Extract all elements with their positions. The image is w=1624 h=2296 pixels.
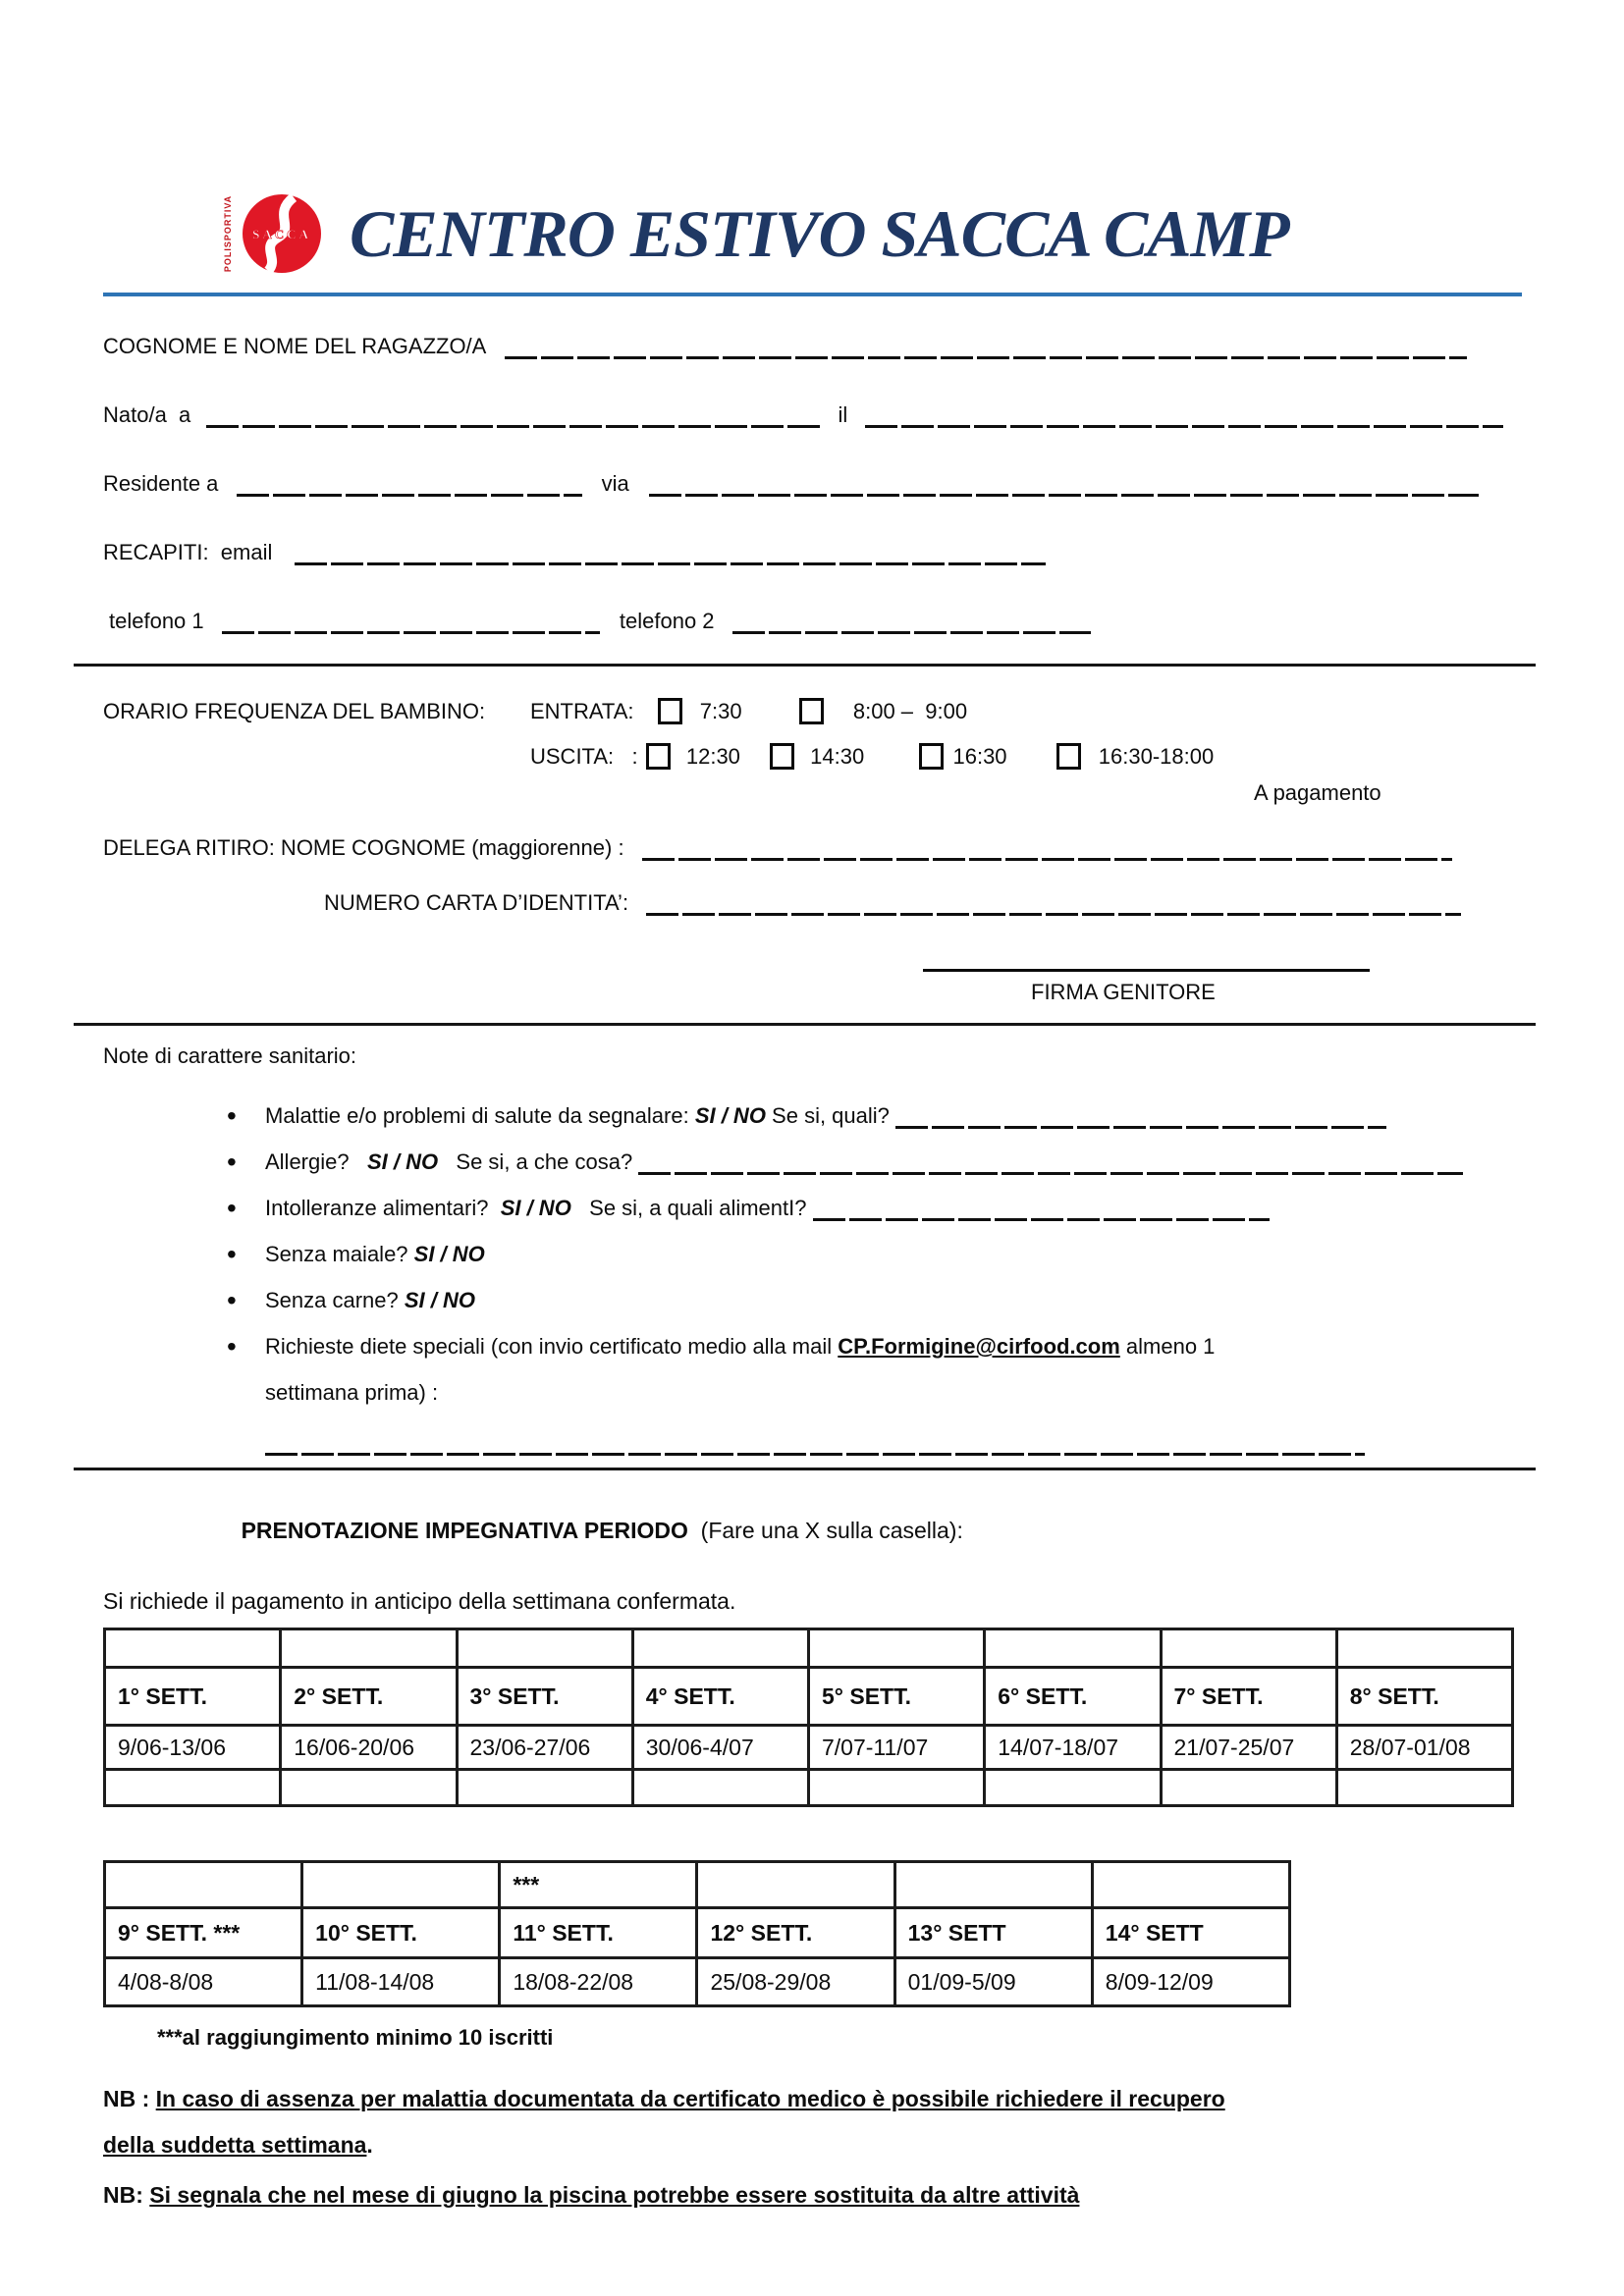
orario-label: ORARIO FREQUENZA DEL BAMBINO: [103,699,486,723]
week-dates-cell: 8/09-12/09 [1092,1958,1289,2006]
entrata-800-900-checkbox[interactable] [799,698,824,724]
uscita-group [530,741,1522,773]
uscita-1630-1800-option-label: 16:30-18:00 [1098,744,1215,769]
week-header-cell: 5° SETT. [809,1668,985,1726]
header [103,187,1522,281]
week-header-cell: 1° SETT. [105,1668,281,1726]
week-header-cell: 12° SETT. [697,1908,894,1958]
intolleranze-question: Se si, a quali alimentI? [570,1196,813,1220]
note-sanitarie-list [221,1093,1522,1462]
malattie-question: Se si, quali? [765,1103,896,1128]
via-blank-field[interactable] [649,473,1479,497]
firma-signature-line[interactable] [923,969,1370,972]
selection-cell[interactable] [985,1770,1161,1806]
senza-carne-text: Senza carne? [265,1288,405,1312]
section-divider-1 [74,664,1536,667]
residente-field-row [103,469,1522,499]
diete-blank-field[interactable] [265,1415,1365,1462]
carta-identita-label: NUMERO CARTA D’IDENTITA’: [324,890,629,915]
minimo-iscritti-footnote: ***al raggiungimento minimo 10 iscritti [157,2025,554,2050]
note-sanitarie-title: Note di carattere sanitario: [103,1043,357,1068]
selection-cell[interactable] [281,1770,457,1806]
selection-cell[interactable] [105,1862,302,1908]
prenotazione-heading-bold: PRENOTAZIONE IMPEGNATIVA PERIODO [241,1518,688,1543]
week-header-cell: 6° SETT. [985,1668,1161,1726]
carta-identita-field-row [324,888,1522,918]
selection-cell[interactable] [1336,1770,1512,1806]
section-divider-3 [74,1468,1536,1470]
entrata-730-checkbox[interactable] [658,698,682,724]
week-header-cell: 7° SETT. [1161,1668,1336,1726]
entrata-730-option-label: 7:30 [699,699,742,723]
uscita-1430-option-label: 14:30 [810,744,865,769]
allergie-blank-field[interactable] [638,1151,1463,1175]
selection-cell[interactable] [809,1629,985,1668]
nb1-prefix: NB : [103,2086,156,2111]
selection-cell[interactable] [1161,1770,1336,1806]
nb2-prefix: NB: [103,2182,150,2208]
orario-section-row [103,696,1522,727]
uscita-1230-checkbox[interactable] [646,743,671,770]
week-header-cell: 11° SETT. [500,1908,697,1958]
uscita-1230-option-label: 12:30 [685,744,740,769]
nb-note-recupero [103,2076,1522,2168]
list-item-malattie [221,1093,1522,1139]
week-dates-cell: 4/08-8/08 [105,1958,302,2006]
uscita-1630-1800-checkbox[interactable] [1056,743,1081,770]
data-nascita-blank-field[interactable] [865,404,1503,428]
malattie-si-no: SI / NO [694,1103,766,1128]
intolleranze-blank-field[interactable] [813,1198,1270,1221]
selection-cell[interactable] [281,1629,457,1668]
allergie-text: Allergie? [265,1149,367,1174]
week-dates-cell: 25/08-29/08 [697,1958,894,2006]
intolleranze-text: Intolleranze alimentari? [265,1196,501,1220]
a-pagamento-note: A pagamento [1254,780,1381,805]
firma-genitore-label: FIRMA GENITORE [1031,980,1216,1004]
delega-nome-blank-field[interactable] [642,837,1452,861]
section-divider-2 [74,1023,1536,1026]
cognome-label: COGNOME E NOME DEL RAGAZZO/A [103,334,486,358]
week-dates-cell: 11/08-14/08 [302,1958,500,2006]
prenotazione-heading [216,1486,1522,1575]
list-item-diete-speciali [221,1323,1522,1462]
nato-field-row [103,400,1522,430]
nb1-text-line2: della suddetta settimana [103,2132,367,2158]
week-dates-cell: 01/09-5/09 [894,1958,1092,2006]
week-dates-cell: 16/06-20/06 [281,1726,457,1770]
uscita-1630-option-label: 16:30 [952,744,1007,769]
senza-carne-si-no: SI / NO [404,1288,475,1312]
residente-blank-field[interactable] [237,473,582,497]
nb1-period: . [366,2132,373,2158]
selection-cell[interactable] [632,1770,808,1806]
malattie-text: Malattie e/o problemi di salute da segnalare: [265,1103,695,1128]
selection-cell[interactable] [809,1770,985,1806]
diete-text: Richieste diete speciali (con invio certificato medio alla mail [265,1334,839,1359]
via-label: via [601,471,629,496]
intolleranze-si-no: SI / NO [500,1196,571,1220]
week-header-cell: 8° SETT. [1336,1668,1512,1726]
list-item-allergie [221,1139,1522,1185]
week-header-cell: 14° SETT [1092,1908,1289,1958]
senza-maiale-si-no: SI / NO [413,1242,485,1266]
nb1-text-line1: In caso di assenza per malattia documentata da certificato medico è possibile richiedere il recupero [155,2086,1225,2111]
week-dates-cell: 21/07-25/07 [1161,1726,1336,1770]
entrata-group [530,696,967,727]
selection-cell[interactable] [985,1629,1161,1668]
uscita-1430-checkbox[interactable] [770,743,794,770]
list-item-intolleranze [221,1185,1522,1231]
week-header-cell: 13° SETT [894,1908,1092,1958]
week-dates-cell: 7/07-11/07 [809,1726,985,1770]
selection-cell-asterisks[interactable]: *** [500,1862,697,1908]
nato-label: Nato/a a [103,402,191,427]
telefono-field-row [103,607,1522,636]
table-row-headers [105,1908,1290,1958]
telefono2-blank-field[interactable] [732,611,1091,634]
week-header-cell: 10° SETT. [302,1908,500,1958]
selection-cell[interactable] [1161,1629,1336,1668]
table-row-dates [105,1726,1513,1770]
logo-circle-text: SACCA [252,227,311,241]
list-item-senza-carne [221,1277,1522,1323]
selection-cell[interactable] [894,1862,1092,1908]
table-row-selection-bottom [105,1770,1513,1806]
malattie-blank-field[interactable] [895,1105,1386,1129]
nb-note-piscina [103,2172,1522,2218]
prenotazione-subheading: Si richiede il pagamento in anticipo della settimana confermata. [103,1588,736,1614]
allergie-question: Se si, a che cosa? [438,1149,639,1174]
logo-side-text: POLISPORTIVA [223,194,233,273]
week-dates-cell: 18/08-22/08 [500,1958,697,2006]
telefono1-label: telefono 1 [109,609,204,633]
table-row-selection-top [105,1862,1290,1908]
cirfood-email-link[interactable]: CP.Formigine@cirfood.com [838,1334,1120,1359]
selection-cell[interactable] [302,1862,500,1908]
week-header-cell: 3° SETT. [457,1668,632,1726]
delega-field-row [103,833,1522,863]
selection-cell[interactable] [105,1770,281,1806]
cognome-field-row [103,332,1522,361]
settimane-table-agosto-settembre [103,1860,1291,2007]
senza-maiale-text: Senza maiale? [265,1242,414,1266]
selection-cell[interactable] [1336,1629,1512,1668]
delega-label: DELEGA RITIRO: NOME COGNOME (maggiorenne) : [103,835,624,860]
list-item-senza-maiale [221,1231,1522,1277]
polisportiva-sacca-logo [221,188,324,279]
recapiti-email-label: RECAPITI: email [103,540,273,564]
week-dates-cell: 30/06-4/07 [632,1726,808,1770]
selection-cell[interactable] [457,1629,632,1668]
telefono2-label: telefono 2 [619,609,715,633]
table-row-dates [105,1958,1290,2006]
entrata-800-900-option-label: 8:00 – 9:00 [852,699,968,723]
page-title: CENTRO ESTIVO SACCA CAMP [350,195,1289,271]
telefono1-blank-field[interactable] [222,611,600,634]
week-dates-cell: 9/06-13/06 [105,1726,281,1770]
residente-label: Residente a [103,471,219,496]
selection-cell[interactable] [457,1770,632,1806]
header-rule [103,293,1522,296]
nato-blank-field[interactable] [206,404,820,428]
week-header-cell: 9° SETT. *** [105,1908,302,1958]
selection-cell[interactable] [105,1629,281,1668]
uscita-1630-checkbox[interactable] [919,743,944,770]
week-dates-cell: 28/07-01/08 [1336,1726,1512,1770]
il-label: il [838,402,848,427]
week-header-cell: 4° SETT. [632,1668,808,1726]
table-row-selection-top [105,1629,1513,1668]
selection-cell[interactable] [697,1862,894,1908]
prenotazione-heading-suffix: (Fare una X sulla casella): [687,1518,963,1543]
cognome-blank-field[interactable] [505,336,1467,359]
week-dates-cell: 23/06-27/06 [457,1726,632,1770]
week-dates-cell: 14/07-18/07 [985,1726,1161,1770]
selection-cell[interactable] [632,1629,808,1668]
table-row-headers [105,1668,1513,1726]
allergie-si-no: SI / NO [366,1149,439,1174]
diete-text-line2: settimana prima) : [265,1380,439,1405]
diete-text-end: almeno 1 [1119,1334,1216,1359]
recapiti-field-row [103,538,1522,567]
uscita-label: USCITA: : [530,744,638,769]
selection-cell[interactable] [1092,1862,1289,1908]
nb2-text: Si segnala che nel mese di giugno la piscina potrebbe essere sostituita da altre attività [149,2182,1080,2208]
week-header-cell: 2° SETT. [281,1668,457,1726]
carta-identita-blank-field[interactable] [646,892,1461,916]
settimane-table-giugno-luglio [103,1628,1514,1807]
entrata-label: ENTRATA: [530,699,634,723]
email-blank-field[interactable] [295,542,1046,565]
